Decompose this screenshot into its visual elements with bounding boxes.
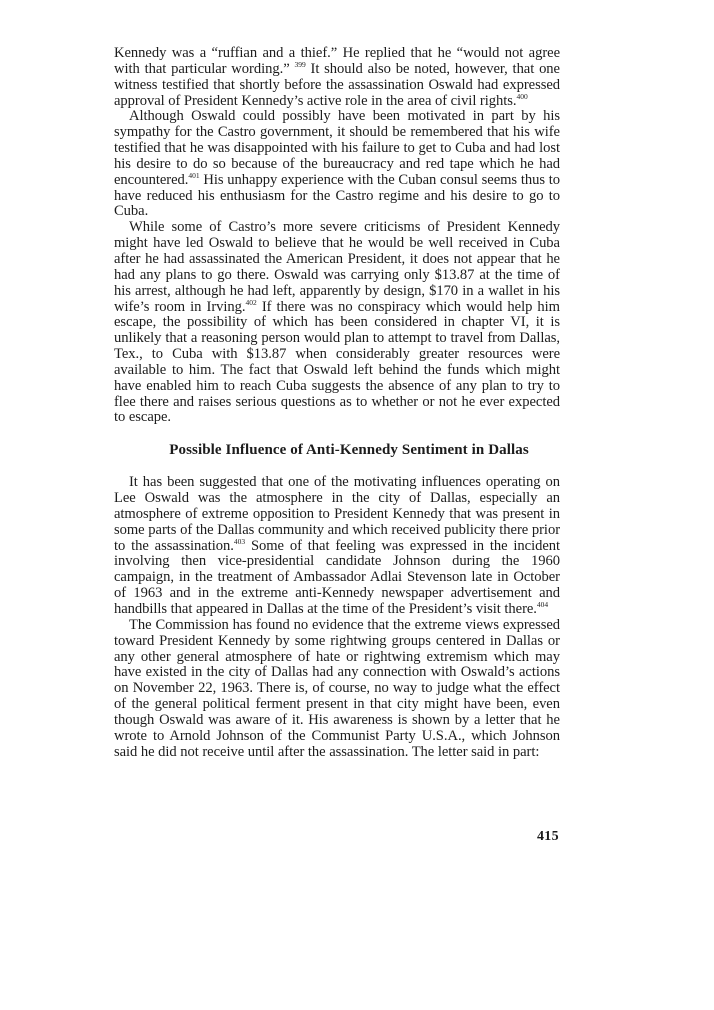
paragraph-text: Although Oswald could possibly have been motivated in part by his sympathy for the Castro government, it should be remembered that his wife testified that he was disappointed with his failure to get to Cuba and had lost his desire to do so because of the bureaucracy and red tape which he had encountered. (114, 108, 560, 188)
document-page (114, 46, 560, 760)
footnote-reference: 401 (188, 170, 200, 180)
footnote-reference: 403 (233, 536, 246, 546)
paragraph-text: While some of Castro’s more severe criticisms of President Kennedy might have led Oswald to believe that he would be well received in Cuba after he had assassinated the American President, it does not appear that he had any plans to go there. Oswald was carrying only $13.87 at the time of his arrest, although he had left, apparently by design, $170 in a wallet in his wife’s room in Irving. (114, 219, 560, 315)
paragraph-text: It has been suggested that one of the motivating influences operating on Lee Oswald was the atmosphere in the city of Dallas, especially an atmosphere of extreme opposition to President Kennedy that was present in some parts of the Dallas community and which received publicity there prior to the assassination. (114, 474, 560, 554)
paragraph-text: His unhappy experience with the Cuban consul seems thus to have reduced his enthusiasm for the Castro regime and his desire to go to Cuba. (114, 171, 560, 220)
body-text-upper (114, 46, 560, 426)
paragraph (114, 618, 560, 761)
paragraph-text: The Commission has found no evidence that the extreme views expressed toward President Kennedy by some rightwing groups centered in Dallas or any other general atmosphere of hate or rightwing extremism which may have existed in the city of Dallas had any connection with Oswald’s actions on November 22, 1963. There is, of course, no way to judge what the effect of the general political ferment present in that city might have been, even though Oswald was aware of it. His awareness is shown by a letter that he wrote to Arnold Johnson of the Communist Party U.S.A., which Johnson said he did not receive until after the assassination. The letter said in part: (114, 616, 560, 760)
paragraph-text: It should also be noted, however, that one witness testified that shortly before the assassination Oswald had expressed approval of President Kennedy’s active role in the area of civil rights. (114, 60, 560, 109)
section-heading-text: Possible Influence of Anti-Kennedy Sentiment in Dallas (169, 442, 529, 459)
body-text-lower (114, 475, 560, 760)
footnote-reference: 404 (536, 600, 549, 609)
paragraph (114, 475, 560, 618)
section-heading (114, 441, 560, 459)
page-number: 415 (537, 829, 559, 844)
footnote-reference: 402 (245, 297, 257, 307)
footnote-reference: 399 (294, 59, 306, 69)
paragraph (114, 109, 560, 220)
footnote-reference: 400 (516, 91, 528, 101)
paragraph-text: Kennedy was a “ruffian and a thief.” He replied that he “would not agree with that particular wording.” (114, 45, 560, 77)
paragraph-text: If there was no conspiracy which would help him escape, the possibility of which has been considered in chapter VI, it is unlikely that a reasoning person would plan to attempt to travel from Dallas, Tex., to Cuba with $13.87 when considerably greater resources were available to him. The fact that Oswald left behind the funds which might have enabled him to reach Cuba suggests the absence of any plan to try to flee there and raises serious questions as to whether or not he ever expected to escape. (114, 298, 560, 426)
paragraph (114, 46, 560, 109)
paragraph-text: Some of that feeling was expressed in the incident involving then vice-presidential candidate Johnson during the 1960 campaign, in the treatment of Ambassador Adlai Stevenson late in October of 1963 and in the extreme anti-Kennedy newspaper advertisement and handbills that appeared in Dallas at the time of the President’s visit there. (114, 537, 561, 617)
paragraph (114, 220, 560, 426)
